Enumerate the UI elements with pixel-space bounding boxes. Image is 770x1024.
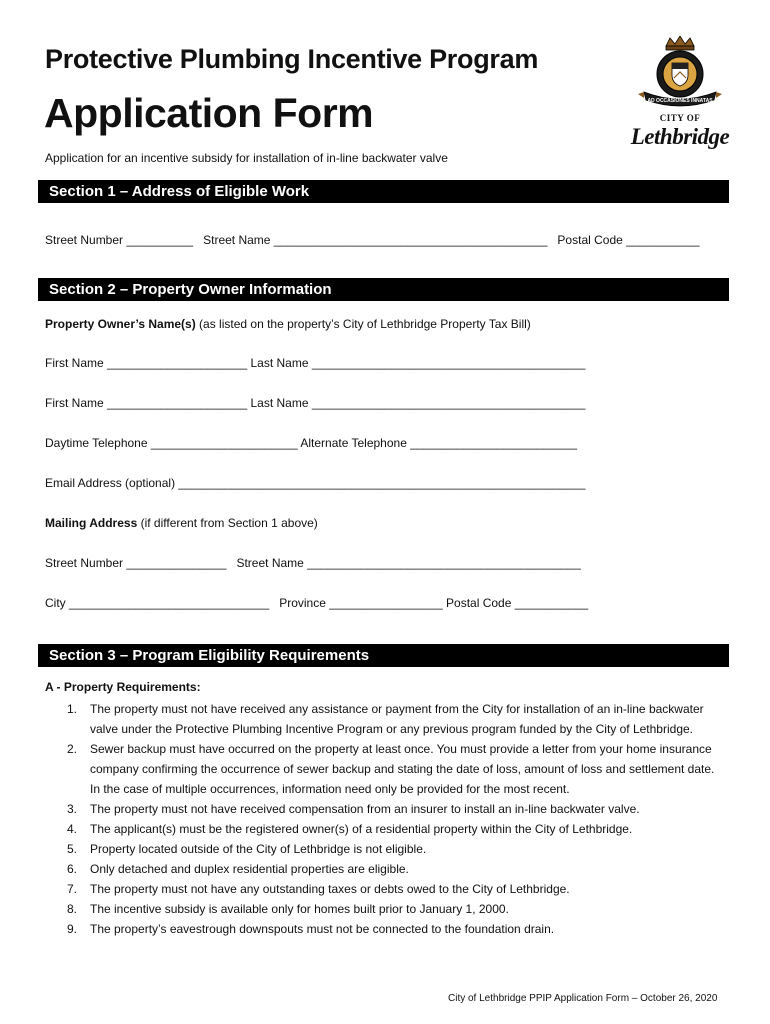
list-item: 6. Only detached and duplex residential properties are eligible. xyxy=(67,862,409,876)
owners-label: Property Owner’s Name(s) xyxy=(45,317,196,331)
section-1-header: Section 1 – Address of Eligible Work xyxy=(38,180,729,203)
list-item: 4. The applicant(s) must be the registered owner(s) of a residential property within the City of Lethbridge. xyxy=(67,822,633,836)
owners-note: (as listed on the property’s City of Lethbridge Property Tax Bill) xyxy=(195,317,531,331)
requirements-list xyxy=(45,699,725,939)
owner-name-line-1[interactable]: First Name _____________________ Last Name _________________________________________ xyxy=(45,356,586,370)
city-seal-icon xyxy=(630,36,730,112)
page-footer: City of Lethbridge PPIP Application Form – October 26, 2020 xyxy=(448,993,718,1004)
email-line[interactable]: Email Address (optional) _____________________________________________________________ xyxy=(45,476,586,490)
logo-city-name: Lethbridge xyxy=(630,124,730,149)
mailing-label: Mailing Address xyxy=(45,516,138,530)
mailing-street-line[interactable]: Street Number _______________ Street Name _________________________________________ xyxy=(45,556,581,570)
mailing-note: (if different from Section 1 above) xyxy=(137,516,318,530)
owners-label-line xyxy=(45,317,531,331)
owner-name-line-2[interactable]: First Name _____________________ Last Name _________________________________________ xyxy=(45,396,586,410)
property-requirements-heading: A - Property Requirements: xyxy=(45,680,201,694)
form-title: Application Form xyxy=(44,90,374,136)
mailing-label-line xyxy=(45,516,318,530)
list-item: 5. Property located outside of the City of Lethbridge is not eligible. xyxy=(67,842,427,856)
svg-text:AD OCCASIONES INNATAS: AD OCCASIONES INNATAS xyxy=(647,98,713,104)
telephone-line[interactable]: Daytime Telephone ______________________ Alternate Telephone _________________________ xyxy=(45,436,578,450)
logo-city-label: CITY OF xyxy=(659,113,701,123)
program-title: Protective Plumbing Incentive Program xyxy=(45,44,539,74)
list-item: 8. The incentive subsidy is available only for homes built prior to January 1, 2000. xyxy=(67,902,509,916)
form-subtitle: Application for an incentive subsidy for installation of in-line backwater valve xyxy=(45,151,448,165)
city-logo xyxy=(630,36,730,158)
list-item: 3. The property must not have received compensation from an insurer to install an in-line backwater valve. xyxy=(67,802,640,816)
section-3-header: Section 3 – Program Eligibility Requirements xyxy=(38,644,729,667)
list-item: 2. Sewer backup must have occurred on the property at least once. You must provide a letter from your home insurance company confirming the occurrence of sewer backup and stating the date of loss, amount of loss and settlement date. In the case of multiple occurrences, information need only be provided for the most recent. xyxy=(67,742,715,796)
list-item: 7. The property must not have any outstanding taxes or debts owed to the City of Lethbridge. xyxy=(67,882,570,896)
mailing-city-line[interactable]: City ______________________________ Province _________________ Postal Code ___________ xyxy=(45,596,589,610)
list-item: 1. The property must not have received any assistance or payment from the City for installation of an in-line backwater valve under the Protective Plumbing Incentive Program or any previous program funded by the City of Lethbridge. xyxy=(67,702,704,736)
list-item: 9. The property’s eavestrough downspouts must not be connected to the foundation drain. xyxy=(67,922,555,936)
work-address-line[interactable]: Street Number __________ Street Name _________________________________________ Postal Code ___________ xyxy=(45,233,700,247)
section-2-header: Section 2 – Property Owner Information xyxy=(38,278,729,301)
